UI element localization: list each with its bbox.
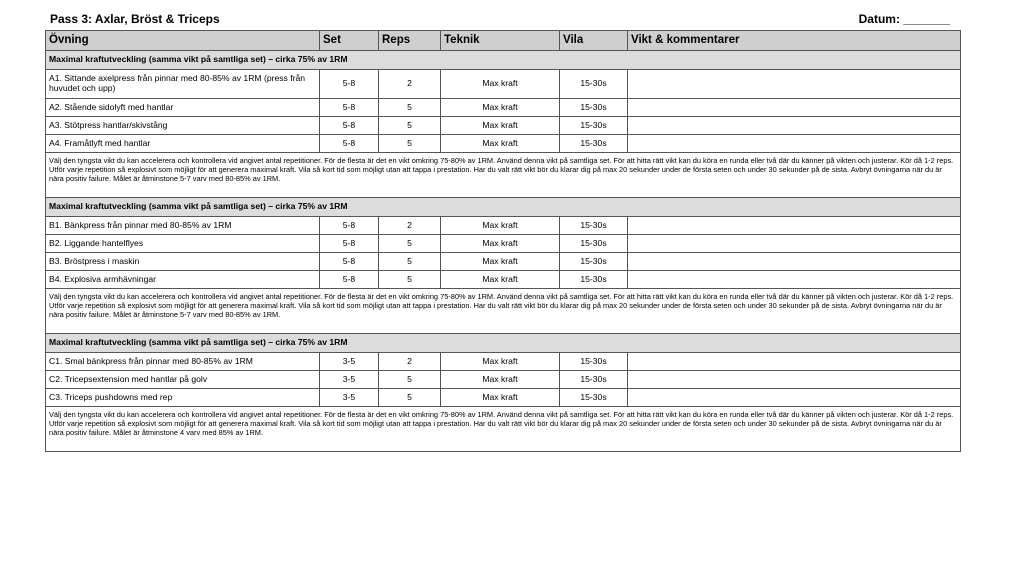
workout-table bbox=[45, 30, 961, 452]
vikt-comment-cell[interactable] bbox=[628, 353, 961, 371]
instruction-row bbox=[46, 153, 961, 198]
teknik-value: Max kraft bbox=[441, 371, 560, 389]
section-heading: Maximal kraftutveckling (samma vikt på samtliga set) – cirka 75% av 1RM bbox=[46, 198, 961, 217]
exercise-name: A2. Stående sidolyft med hantlar bbox=[46, 99, 320, 117]
teknik-value: Max kraft bbox=[441, 253, 560, 271]
vikt-comment-cell[interactable] bbox=[628, 389, 961, 407]
reps-value: 2 bbox=[379, 217, 441, 235]
vila-value: 15-30s bbox=[560, 135, 628, 153]
exercise-name: C1. Smal bänkpress från pinnar med 80-85% av 1RM bbox=[46, 353, 320, 371]
vikt-comment-cell[interactable] bbox=[628, 235, 961, 253]
sets-value: 3-5 bbox=[320, 371, 379, 389]
vikt-comment-cell[interactable] bbox=[628, 117, 961, 135]
section-header-row bbox=[46, 198, 961, 217]
teknik-value: Max kraft bbox=[441, 117, 560, 135]
vila-value: 15-30s bbox=[560, 371, 628, 389]
table-row bbox=[46, 135, 961, 153]
table-row bbox=[46, 217, 961, 235]
teknik-value: Max kraft bbox=[441, 217, 560, 235]
teknik-value: Max kraft bbox=[441, 353, 560, 371]
date-field: Datum: _______ bbox=[858, 12, 950, 26]
vila-value: 15-30s bbox=[560, 99, 628, 117]
table-header-row bbox=[46, 31, 961, 51]
table-row bbox=[46, 353, 961, 371]
teknik-value: Max kraft bbox=[441, 135, 560, 153]
reps-value: 5 bbox=[379, 253, 441, 271]
section-header-row bbox=[46, 334, 961, 353]
reps-value: 5 bbox=[379, 235, 441, 253]
table-row bbox=[46, 253, 961, 271]
vikt-comment-cell[interactable] bbox=[628, 135, 961, 153]
exercise-name: B1. Bänkpress från pinnar med 80-85% av 1RM bbox=[46, 217, 320, 235]
reps-value: 5 bbox=[379, 135, 441, 153]
reps-value: 5 bbox=[379, 389, 441, 407]
exercise-name: C2. Tricepsextension med hantlar på golv bbox=[46, 371, 320, 389]
instruction-row bbox=[46, 407, 961, 452]
sets-value: 5-8 bbox=[320, 217, 379, 235]
teknik-value: Max kraft bbox=[441, 70, 560, 99]
table-row bbox=[46, 271, 961, 289]
table-row bbox=[46, 389, 961, 407]
vila-value: 15-30s bbox=[560, 353, 628, 371]
table-row bbox=[46, 99, 961, 117]
exercise-name: C3. Triceps pushdowns med rep bbox=[46, 389, 320, 407]
sets-value: 5-8 bbox=[320, 135, 379, 153]
exercise-name: B3. Bröstpress i maskin bbox=[46, 253, 320, 271]
vila-value: 15-30s bbox=[560, 70, 628, 99]
exercise-name: B2. Liggande hantelflyes bbox=[46, 235, 320, 253]
vila-value: 15-30s bbox=[560, 117, 628, 135]
table-row bbox=[46, 117, 961, 135]
column-header-reps: Reps bbox=[379, 31, 441, 51]
sets-value: 5-8 bbox=[320, 70, 379, 99]
vila-value: 15-30s bbox=[560, 253, 628, 271]
table-body bbox=[46, 51, 961, 452]
sets-value: 5-8 bbox=[320, 253, 379, 271]
vikt-comment-cell[interactable] bbox=[628, 70, 961, 99]
teknik-value: Max kraft bbox=[441, 99, 560, 117]
reps-value: 5 bbox=[379, 271, 441, 289]
sets-value: 5-8 bbox=[320, 271, 379, 289]
exercise-name: A1. Sittande axelpress från pinnar med 80-85% av 1RM (press från huvudet och upp) bbox=[46, 70, 320, 99]
exercise-name: A4. Framåtlyft med hantlar bbox=[46, 135, 320, 153]
vila-value: 15-30s bbox=[560, 235, 628, 253]
table-row bbox=[46, 235, 961, 253]
teknik-value: Max kraft bbox=[441, 389, 560, 407]
instruction-text: Välj den tyngsta vikt du kan accelerera och kontrollera vid angivet antal repetitioner. För de flesta är det en vikt omkring 75-80% av 1RM. Använd denna vikt på samtliga set. För att hitta rätt vikt kan du köra en runda eller två där du känner på vikten och justerar. Kör då 1-2 reps. Utför varje repetition så explosivt som möjligt för att generera maximal kraft. Vila så kort tid som möjligt utan att tappa i prestation. Har du valt rätt vikt bör du klarar dig på max 20 sekunder under de första seten och under 30 sekunder på de sista. Avbryt övningarna när du är nära positiv failure. Målet är åtminstone 5-7 varv med 80-85% av 1RM. bbox=[46, 289, 961, 334]
page-title: Pass 3: Axlar, Bröst & Triceps bbox=[50, 12, 220, 26]
section-heading: Maximal kraftutveckling (samma vikt på samtliga set) – cirka 75% av 1RM bbox=[46, 334, 961, 353]
vikt-comment-cell[interactable] bbox=[628, 271, 961, 289]
reps-value: 5 bbox=[379, 117, 441, 135]
sets-value: 3-5 bbox=[320, 353, 379, 371]
column-header-ovning: Övning bbox=[46, 31, 320, 51]
sets-value: 3-5 bbox=[320, 389, 379, 407]
page-header bbox=[45, 12, 960, 28]
column-header-teknik: Teknik bbox=[441, 31, 560, 51]
instruction-row bbox=[46, 289, 961, 334]
sets-value: 5-8 bbox=[320, 99, 379, 117]
column-header-vikt: Vikt & kommentarer bbox=[628, 31, 961, 51]
table-row bbox=[46, 371, 961, 389]
vila-value: 15-30s bbox=[560, 271, 628, 289]
sets-value: 5-8 bbox=[320, 117, 379, 135]
reps-value: 2 bbox=[379, 353, 441, 371]
teknik-value: Max kraft bbox=[441, 235, 560, 253]
vila-value: 15-30s bbox=[560, 389, 628, 407]
column-header-vila: Vila bbox=[560, 31, 628, 51]
vikt-comment-cell[interactable] bbox=[628, 253, 961, 271]
reps-value: 5 bbox=[379, 371, 441, 389]
table-row bbox=[46, 70, 961, 99]
exercise-name: A3. Stötpress hantlar/skivstång bbox=[46, 117, 320, 135]
vikt-comment-cell[interactable] bbox=[628, 371, 961, 389]
section-header-row bbox=[46, 51, 961, 70]
vikt-comment-cell[interactable] bbox=[628, 217, 961, 235]
column-header-set: Set bbox=[320, 31, 379, 51]
sets-value: 5-8 bbox=[320, 235, 379, 253]
vila-value: 15-30s bbox=[560, 217, 628, 235]
instruction-text: Välj den tyngsta vikt du kan accelerera och kontrollera vid angivet antal repetitioner. För de flesta är det en vikt omkring 75-80% av 1RM. Använd denna vikt på samtliga set. För att hitta rätt vikt kan du köra en runda eller två där du känner på vikten och justerar. Kör då 1-2 reps. Utför varje repetition så explosivt som möjligt för att generera maximal kraft. Vila så kort tid som möjligt utan att tappa i prestation. Har du valt rätt vikt bör du klarar dig på max 20 sekunder under de första seten och under 30 sekunder på de sista. Avbryt övningarna när du är nära positiv failure. Målet är åtminstone 4 varv med 85% av 1RM. bbox=[46, 407, 961, 452]
vikt-comment-cell[interactable] bbox=[628, 99, 961, 117]
section-heading: Maximal kraftutveckling (samma vikt på samtliga set) – cirka 75% av 1RM bbox=[46, 51, 961, 70]
exercise-name: B4. Explosiva armhävningar bbox=[46, 271, 320, 289]
reps-value: 5 bbox=[379, 99, 441, 117]
teknik-value: Max kraft bbox=[441, 271, 560, 289]
instruction-text: Välj den tyngsta vikt du kan accelerera och kontrollera vid angivet antal repetitioner. För de flesta är det en vikt omkring 75-80% av 1RM. Använd denna vikt på samtliga set. För att hitta rätt vikt kan du köra en runda eller två där du känner på vikten och justerar. Kör då 1-2 reps. Utför varje repetition så explosivt som möjligt för att generera maximal kraft. Vila så kort tid som möjligt utan att tappa i prestation. Har du valt rätt vikt bör du klarar dig på max 20 sekunder under de första seten och under 30 sekunder på de sista. Avbryt övningarna när du är nära positiv failure. Målet är åtminstone 5-7 varv med 80-85% av 1RM. bbox=[46, 153, 961, 198]
reps-value: 2 bbox=[379, 70, 441, 99]
